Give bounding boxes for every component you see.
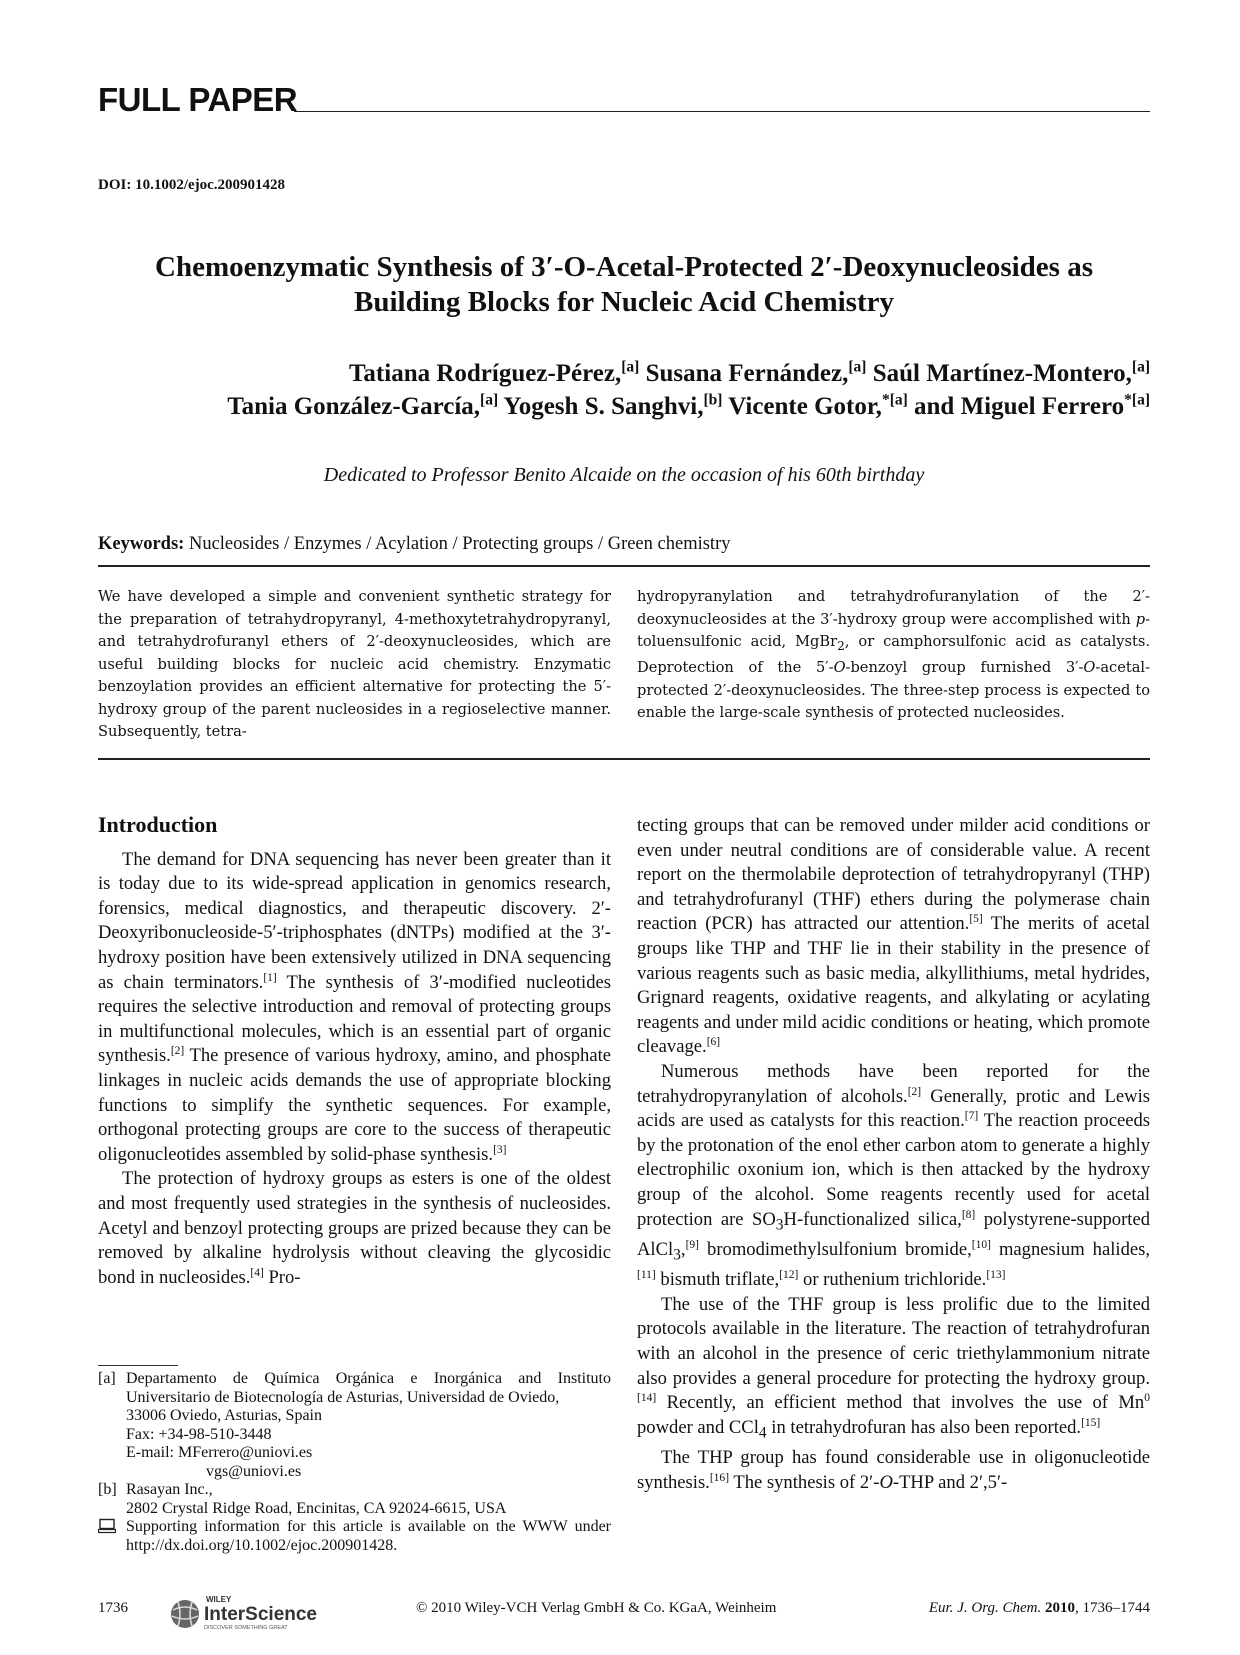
affiliation-address: 33006 Oviedo, Asturias, Spain <box>126 1407 322 1424</box>
paragraph: The use of the THF group is less prolific due to the limited protocols available in the literature. The reaction of tetrahydrofuran with an alcohol in the presence of ceric triethylammonium nitrate also provides a general procedure for protecting the hydroxy group.[14] Recently, an efficient method that involves the use of Mn$^0$ powder and CCl$_4$ in tetrahydrofuran has also been reported.[15] <box>637 1293 1150 1442</box>
computer-icon <box>98 1518 126 1555</box>
affiliation-mark: [b] <box>98 1481 117 1498</box>
affiliation-text: Rasayan Inc., <box>126 1481 213 1498</box>
keywords-label: Keywords: <box>98 534 185 554</box>
abstract-left-text: We have developed a simple and convenient synthetic strategy for the preparation of tetrahydropyranyl, 4-methoxytetrahydropyranyl, and tetrahydrofuranyl ethers of 2′-deoxynucleosides, which are useful building blocks for nucleic acid chemistry. Enzymatic benzoylation provides an efficient alternative for protecting the 5′-hydroxy group of the parent nucleosides in a regioselective manner. Subsequently, tetra- <box>98 588 611 740</box>
affiliation-fax: Fax: +34-98-510-3448 <box>126 1425 272 1443</box>
abstract-bottom-rule <box>98 758 1150 760</box>
authors-line-2: Tania González-García,[a] Yogesh S. Sanghvi,[b] Vicente Gotor,$^{*[a]}$ and Miguel Ferrero$^{*[a]}$ <box>227 391 1150 420</box>
keywords <box>98 534 730 555</box>
page-footer <box>98 1592 1150 1632</box>
paragraph: tecting groups that can be removed under milder acid conditions or even under neutral conditions are of considerable value. A recent report on the thermolabile deprotection of tetrahydropyranyl (THP) and tetrahydrofuranyl (THF) ethers during the polymerase chain reaction (PCR) has attracted our attention.[5] The merits of acetal groups like THP and THF lie in their stability in the presence of various reagents such as basic media, alkyllithiums, metal hydrides, Grignard reagents, oxidative reagents, and alkylating or acylating reagents and under mild acidic conditions or heating, which promote cleavage.[6] <box>637 815 1150 1058</box>
affiliation-mark: [a] <box>98 1370 116 1387</box>
supporting-info <box>98 1518 611 1555</box>
section-heading-introduction: Introduction <box>98 812 218 837</box>
paragraph: Numerous methods have been reported for the tetrahydropyranylation of alcohols.[2] Generally, protic and Lewis acids are used as catalysts for this reaction.[7] The reaction proceeds by the protonation of the enol ether carbon atom to generate a highly electrophilic oxonium ion, which is then attacked by the hydroxy group of the alcohol. Some reagents recently used for acetal protection are $SO_3H$-functionalized silica,[8] polystyrene-supported AlCl$_3$,[9] bromodimethylsulfonium bromide,[10] magnesium halides,[11] bismuth triflate,[12] or ruthenium trichloride.[13] <box>637 1060 1151 1291</box>
title-line-2: Building Blocks for Nucleic Acid Chemistry <box>353 286 894 318</box>
section-label: FULL PAPER <box>98 81 298 118</box>
paragraph: The protection of hydroxy groups as esters is one of the oldest and most frequently used strategies in the synthesis of nucleosides. Acetyl and benzoyl protecting groups are prized because they can be removed by alkaline hydrolysis without cleaving the glycosidic bond in nucleosides.[4] Pro- <box>98 1168 611 1288</box>
abstract-right-text: hydropyranylation and tetrahydrofuranylation of the 2′-deoxynucleosides at the 3′-hydroxy group were accomplished with p-toluensulfonic acid, MgBr$_2$, or camphorsulfonic acid as catalysts. Deprotection of the 5′-O-benzoyl group furnished 3′-O-acetal-protected 2′-deoxynucleosides. The three-step process is expected to enable the large-scale synthesis of protected nucleosides. <box>637 588 1150 722</box>
supporting-info-text[interactable]: Supporting information for this article is available on the WWW under http://dx.doi.org/10.1002/ejoc.200901428. <box>126 1518 611 1554</box>
paragraph: The THP group has found considerable use in oligonucleotide synthesis.[16] The synthesis of 2′-O-THP and 2′,5′- <box>637 1447 1150 1493</box>
affiliation-text: Departamento de Química Orgánica e Inorgánica and Instituto Universitario de Biotecnología de Asturias, Universidad de Oviedo, <box>126 1370 611 1406</box>
logo-tagline: DISCOVER SOMETHING GREAT <box>204 1625 288 1631</box>
journal-name: Eur. J. Org. Chem. <box>928 1600 1042 1616</box>
affiliation-address: 2802 Crystal Ridge Road, Encinitas, CA 92024-6615, USA <box>126 1499 507 1517</box>
journal-pages: , 1736–1744 <box>1075 1600 1150 1616</box>
abstract-right <box>637 586 1150 725</box>
footnote-rule <box>98 1365 178 1366</box>
paragraph: The demand for DNA sequencing has never been greater than it is today due to its wide-spread application in genomics research, forensics, medical diagnostics, and therapeutic discovery. 2′-Deoxyribonucleoside-5′-triphosphates (dNTPs) modified at the 3′-hydroxy position have been extensively utilized in DNA sequencing as chain terminators.[1] The synthesis of 3′-modified nucleotides requires the selective introduction and removal of protecting groups in multifunctional molecules, which is an essential part of organic synthesis.[2] The presence of various hydroxy, amino, and phosphate linkages in nucleic acids demands the use of appropriate blocking functions to simplify the synthetic sequences. For example, orthogonal protecting groups are core to the success of therapeutic oligonucleotides assembled by solid-phase synthesis.[3] <box>98 848 611 1165</box>
body-column-right <box>637 814 1150 1495</box>
affiliation-email[interactable]: E-mail: MFerrero@uniovi.es <box>126 1444 313 1461</box>
journal-citation <box>929 1600 1150 1617</box>
body-column-left <box>98 813 611 1290</box>
authors-line-1: Tatiana Rodríguez-Pérez,[a] Susana Fernández,[a] Saúl Martínez-Montero,[a] <box>349 358 1150 387</box>
affiliation-email[interactable]: vgs@uniovi.es <box>206 1462 302 1480</box>
section-header <box>98 80 1150 120</box>
logo-wordmark: InterScience <box>204 1604 317 1625</box>
header-rule <box>294 111 1150 112</box>
abstract-left <box>98 586 611 744</box>
paper-title <box>98 250 1150 320</box>
doi[interactable]: DOI: 10.1002/ejoc.200901428 <box>98 177 286 193</box>
affiliations <box>98 1370 611 1555</box>
journal-year: 2010 <box>1045 1600 1075 1616</box>
abstract-top-rule <box>98 565 1150 567</box>
keywords-text: Nucleosides / Enzymes / Acylation / Protecting groups / Green chemistry <box>188 534 731 554</box>
title-line-1: Chemoenzymatic Synthesis of 3′-O-Acetal-Protected 2′-Deoxynucleosides as <box>155 251 1093 283</box>
author-list <box>98 357 1150 423</box>
page-number: 1736 <box>98 1600 128 1616</box>
affiliation-b <box>98 1481 611 1518</box>
interscience-logo[interactable] <box>168 1592 358 1632</box>
affiliation-a <box>98 1370 611 1481</box>
globe-icon <box>171 1600 199 1628</box>
copyright: © 2010 Wiley-VCH Verlag GmbH & Co. KGaA, Weinheim <box>416 1600 777 1616</box>
dedication: Dedicated to Professor Benito Alcaide on the occasion of his 60th birthday <box>323 464 925 486</box>
logo-wiley: WILEY <box>206 1595 232 1604</box>
